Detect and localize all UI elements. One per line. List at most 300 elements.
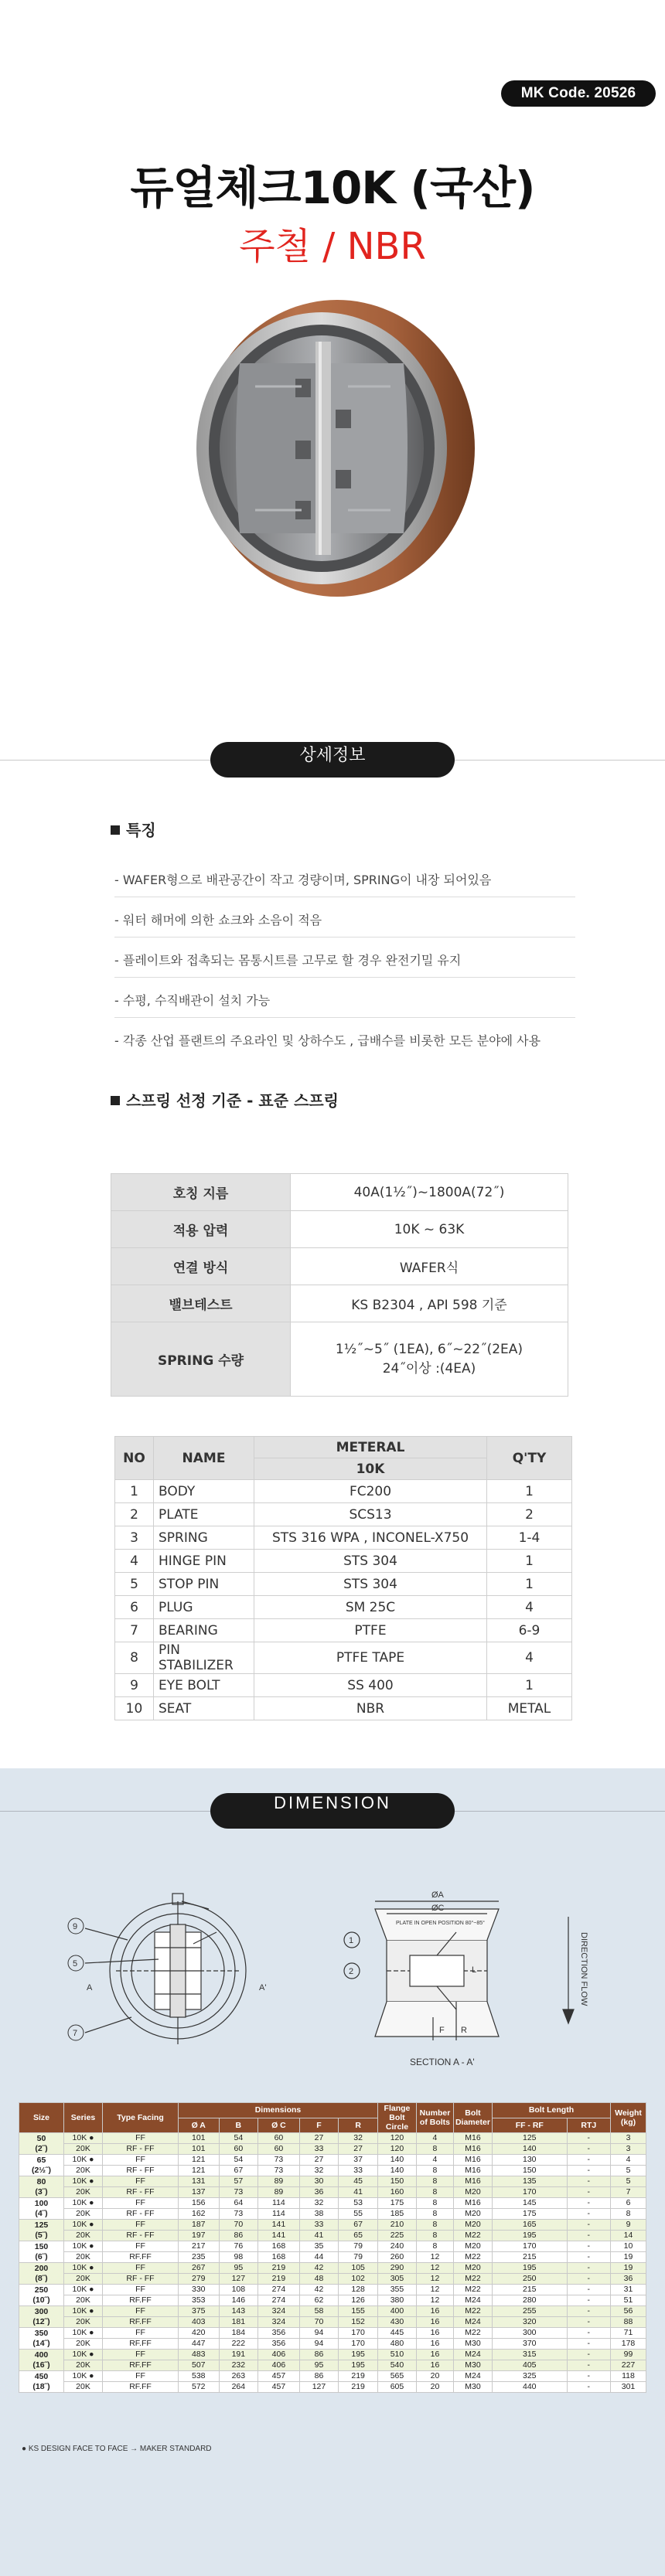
dim-l-label: L bbox=[472, 1965, 477, 1975]
bullet-square-icon bbox=[111, 825, 120, 835]
material-no: 8 bbox=[115, 1642, 154, 1674]
dims-cell-r: 170 bbox=[339, 2339, 378, 2350]
dims-cell-facing: RF.FF bbox=[103, 2382, 179, 2393]
dims-cell-f: 32 bbox=[299, 2198, 339, 2209]
material-qty: 1-4 bbox=[487, 1526, 572, 1550]
dims-cell-bc: 140 bbox=[377, 2155, 416, 2166]
dims-size-inch: (16˝) bbox=[32, 2360, 50, 2370]
dims-cell-bc: 225 bbox=[377, 2231, 416, 2241]
dims-cell-nb: 8 bbox=[416, 2198, 453, 2209]
dims-cell-b: 184 bbox=[219, 2328, 258, 2339]
col-size: Size bbox=[19, 2103, 64, 2133]
dims-cell-c: 114 bbox=[258, 2198, 299, 2209]
dims-cell-facing: RF - FF bbox=[103, 2187, 179, 2198]
dims-size-inch: (10˝) bbox=[32, 2295, 50, 2305]
material-row bbox=[115, 1503, 572, 1526]
dims-size-mm: 65 bbox=[36, 2155, 46, 2165]
dims-cell-r: 170 bbox=[339, 2328, 378, 2339]
material-row bbox=[115, 1526, 572, 1550]
dims-cell-b: 73 bbox=[219, 2187, 258, 2198]
dims-cell-ff: 250 bbox=[492, 2274, 567, 2285]
dims-cell-facing: FF bbox=[103, 2198, 179, 2209]
spec-value bbox=[291, 1322, 568, 1397]
dims-row bbox=[19, 2263, 646, 2274]
dims-cell-b: 108 bbox=[219, 2285, 258, 2295]
dims-cell-facing: FF bbox=[103, 2176, 179, 2187]
dims-cell-r: 55 bbox=[339, 2209, 378, 2220]
dims-cell-a: 572 bbox=[179, 2382, 220, 2393]
dims-cell-series: 10K ● bbox=[64, 2285, 103, 2295]
dims-cell-c: 141 bbox=[258, 2231, 299, 2241]
dims-row bbox=[19, 2350, 646, 2360]
col-weight: Weight (kg) bbox=[611, 2103, 646, 2133]
material-row bbox=[115, 1619, 572, 1642]
dims-size-inch: (14˝) bbox=[32, 2338, 50, 2348]
dims-cell-b: 264 bbox=[219, 2382, 258, 2393]
dims-cell-wt: 31 bbox=[611, 2285, 646, 2295]
dims-size-inch: (5˝) bbox=[35, 2230, 48, 2240]
dims-cell-bd: M20 bbox=[453, 2209, 492, 2220]
dims-cell-bc: 140 bbox=[377, 2166, 416, 2176]
dims-cell-a: 121 bbox=[179, 2155, 220, 2166]
dims-cell-a: 235 bbox=[179, 2252, 220, 2263]
dims-cell-bd: M22 bbox=[453, 2306, 492, 2317]
dims-cell-a: 353 bbox=[179, 2295, 220, 2306]
dims-cell-r: 195 bbox=[339, 2350, 378, 2360]
dims-row bbox=[19, 2339, 646, 2350]
valve-technical-drawing bbox=[23, 1886, 642, 2079]
dims-cell-nb: 12 bbox=[416, 2295, 453, 2306]
material-spec: STS 316 WPA , INCONEL-X750 bbox=[254, 1526, 487, 1550]
dims-cell-series: 20K bbox=[64, 2274, 103, 2285]
col-bolt-diameter: Bolt Diameter bbox=[453, 2103, 492, 2133]
dims-size-mm: 350 bbox=[34, 2328, 49, 2338]
dims-cell-f: 127 bbox=[299, 2382, 339, 2393]
dims-cell-f: 86 bbox=[299, 2350, 339, 2360]
material-row bbox=[115, 1642, 572, 1674]
dims-row bbox=[19, 2133, 646, 2144]
dims-cell-ff: 135 bbox=[492, 2176, 567, 2187]
dims-cell-f: 32 bbox=[299, 2166, 339, 2176]
dims-cell-bd: M16 bbox=[453, 2198, 492, 2209]
dims-cell-b: 57 bbox=[219, 2176, 258, 2187]
col-bolt-circle: Flange Bolt Circle bbox=[377, 2103, 416, 2133]
dims-cell-bd: M22 bbox=[453, 2231, 492, 2241]
dims-cell-nb: 4 bbox=[416, 2133, 453, 2144]
direction-flow-label: DIRECTION FLOW bbox=[579, 1932, 588, 2006]
dims-cell-series: 20K bbox=[64, 2209, 103, 2220]
dims-cell-b: 64 bbox=[219, 2198, 258, 2209]
dims-cell-rtj: - bbox=[567, 2350, 610, 2360]
dims-cell-wt: 4 bbox=[611, 2155, 646, 2166]
material-row bbox=[115, 1697, 572, 1720]
dims-cell-a: 267 bbox=[179, 2263, 220, 2274]
dims-cell-r: 67 bbox=[339, 2220, 378, 2231]
material-qty: 4 bbox=[487, 1642, 572, 1674]
dims-cell-a: 483 bbox=[179, 2350, 220, 2360]
dims-cell-series: 20K bbox=[64, 2144, 103, 2155]
material-row bbox=[115, 1550, 572, 1573]
dims-cell-b: 95 bbox=[219, 2263, 258, 2274]
dims-cell-c: 168 bbox=[258, 2241, 299, 2252]
dims-cell-r: 219 bbox=[339, 2382, 378, 2393]
feature-item: - 플레이트와 접촉되는 몸통시트를 고무로 할 경우 완전기밀 유지 bbox=[114, 953, 462, 968]
dims-cell-wt: 10 bbox=[611, 2241, 646, 2252]
col-meteral: METERAL bbox=[254, 1437, 487, 1458]
material-name: PLUG bbox=[154, 1596, 254, 1619]
feature-item: - 각종 산업 플랜트의 주요라인 및 상하수도 , 급배수를 비롯한 모든 분야에 사용 bbox=[114, 1033, 541, 1048]
dims-cell-ff: 215 bbox=[492, 2285, 567, 2295]
dims-size-cell bbox=[19, 2220, 64, 2241]
dims-row bbox=[19, 2285, 646, 2295]
material-row bbox=[115, 1674, 572, 1697]
dims-cell-c: 457 bbox=[258, 2371, 299, 2382]
dims-cell-r: 45 bbox=[339, 2176, 378, 2187]
dims-cell-c: 274 bbox=[258, 2295, 299, 2306]
dims-cell-nb: 8 bbox=[416, 2187, 453, 2198]
dims-cell-ff: 170 bbox=[492, 2187, 567, 2198]
dims-cell-bc: 605 bbox=[377, 2382, 416, 2393]
dims-cell-nb: 12 bbox=[416, 2274, 453, 2285]
features-heading-text: 특징 bbox=[126, 821, 156, 839]
material-no: 9 bbox=[115, 1674, 154, 1697]
dims-cell-r: 195 bbox=[339, 2360, 378, 2371]
dims-cell-b: 232 bbox=[219, 2360, 258, 2371]
dims-cell-f: 94 bbox=[299, 2339, 339, 2350]
dims-cell-rtj: - bbox=[567, 2371, 610, 2382]
dims-row bbox=[19, 2306, 646, 2317]
dims-cell-wt: 88 bbox=[611, 2317, 646, 2328]
dims-cell-b: 54 bbox=[219, 2133, 258, 2144]
col-series: Series bbox=[64, 2103, 103, 2133]
dims-cell-c: 89 bbox=[258, 2176, 299, 2187]
dims-cell-c: 141 bbox=[258, 2220, 299, 2231]
material-spec: STS 304 bbox=[254, 1550, 487, 1573]
dims-cell-wt: 301 bbox=[611, 2382, 646, 2393]
dims-cell-b: 54 bbox=[219, 2155, 258, 2166]
dims-cell-c: 168 bbox=[258, 2252, 299, 2263]
material-name: BODY bbox=[154, 1480, 254, 1503]
spec-row bbox=[111, 1211, 568, 1248]
dims-size-inch: (12˝) bbox=[32, 2316, 50, 2326]
dims-size-mm: 50 bbox=[36, 2133, 46, 2143]
dims-size-cell bbox=[19, 2155, 64, 2176]
dims-cell-ff: 130 bbox=[492, 2155, 567, 2166]
dims-cell-ff: 145 bbox=[492, 2198, 567, 2209]
dims-cell-f: 70 bbox=[299, 2317, 339, 2328]
dims-cell-bc: 400 bbox=[377, 2306, 416, 2317]
dims-cell-c: 406 bbox=[258, 2360, 299, 2371]
dims-cell-bd: M30 bbox=[453, 2339, 492, 2350]
col-no: NO bbox=[115, 1437, 154, 1480]
dims-cell-facing: RF.FF bbox=[103, 2360, 179, 2371]
spec-value-line: 24˝이상 :(4EA) bbox=[382, 1361, 476, 1376]
dims-cell-b: 181 bbox=[219, 2317, 258, 2328]
dims-row bbox=[19, 2252, 646, 2263]
dims-cell-a: 101 bbox=[179, 2144, 220, 2155]
dims-cell-nb: 12 bbox=[416, 2263, 453, 2274]
section-caption: SECTION A - A' bbox=[410, 2057, 475, 2067]
dims-cell-facing: FF bbox=[103, 2220, 179, 2231]
dims-cell-b: 73 bbox=[219, 2209, 258, 2220]
dims-size-cell bbox=[19, 2306, 64, 2328]
material-no: 2 bbox=[115, 1503, 154, 1526]
dims-cell-a: 507 bbox=[179, 2360, 220, 2371]
dims-cell-r: 219 bbox=[339, 2371, 378, 2382]
material-name: PIN STABILIZER bbox=[154, 1642, 254, 1674]
dims-cell-series: 10K ● bbox=[64, 2133, 103, 2144]
dims-cell-ff: 195 bbox=[492, 2263, 567, 2274]
dims-cell-bc: 185 bbox=[377, 2209, 416, 2220]
dims-cell-bc: 480 bbox=[377, 2339, 416, 2350]
dims-cell-bc: 210 bbox=[377, 2220, 416, 2231]
spec-key: 적용 압력 bbox=[111, 1211, 291, 1248]
dims-row bbox=[19, 2209, 646, 2220]
dims-cell-wt: 51 bbox=[611, 2295, 646, 2306]
dims-cell-nb: 20 bbox=[416, 2371, 453, 2382]
callout-label: 5 bbox=[73, 1959, 78, 1969]
dims-header-row bbox=[19, 2103, 646, 2118]
dims-cell-a: 330 bbox=[179, 2285, 220, 2295]
dimensions-table bbox=[19, 2102, 646, 2393]
dims-row bbox=[19, 2176, 646, 2187]
material-spec: PTFE TAPE bbox=[254, 1642, 487, 1674]
dims-cell-f: 48 bbox=[299, 2274, 339, 2285]
col-phi-a: Ø A bbox=[179, 2118, 220, 2133]
dims-cell-a: 403 bbox=[179, 2317, 220, 2328]
dims-size-cell bbox=[19, 2241, 64, 2263]
dims-cell-b: 70 bbox=[219, 2220, 258, 2231]
material-spec: STS 304 bbox=[254, 1573, 487, 1596]
dims-size-inch: (8˝) bbox=[35, 2273, 48, 2283]
dims-cell-ff: 175 bbox=[492, 2209, 567, 2220]
dims-cell-series: 10K ● bbox=[64, 2306, 103, 2317]
dims-cell-nb: 16 bbox=[416, 2306, 453, 2317]
dims-cell-bd: M20 bbox=[453, 2187, 492, 2198]
spec-row bbox=[111, 1322, 568, 1397]
feature-divider bbox=[114, 1017, 575, 1018]
dims-cell-facing: FF bbox=[103, 2306, 179, 2317]
dims-cell-rtj: - bbox=[567, 2133, 610, 2144]
dims-cell-rtj: - bbox=[567, 2382, 610, 2393]
dims-cell-series: 10K ● bbox=[64, 2350, 103, 2360]
material-qty: 6-9 bbox=[487, 1619, 572, 1642]
dims-row bbox=[19, 2155, 646, 2166]
dims-size-cell bbox=[19, 2371, 64, 2393]
material-name: STOP PIN bbox=[154, 1573, 254, 1596]
dims-cell-bd: M24 bbox=[453, 2295, 492, 2306]
material-qty: 1 bbox=[487, 1674, 572, 1697]
dims-cell-a: 447 bbox=[179, 2339, 220, 2350]
dims-cell-c: 73 bbox=[258, 2166, 299, 2176]
dims-cell-nb: 8 bbox=[416, 2241, 453, 2252]
dim-r-label: R bbox=[461, 2026, 467, 2035]
dims-cell-rtj: - bbox=[567, 2231, 610, 2241]
dims-row bbox=[19, 2328, 646, 2339]
dims-cell-nb: 12 bbox=[416, 2285, 453, 2295]
dims-cell-bd: M30 bbox=[453, 2360, 492, 2371]
col-ff-rf: FF - RF bbox=[492, 2118, 567, 2133]
material-qty: METAL bbox=[487, 1697, 572, 1720]
dims-cell-wt: 227 bbox=[611, 2360, 646, 2371]
dims-cell-c: 219 bbox=[258, 2263, 299, 2274]
spec-key: 밸브테스트 bbox=[111, 1285, 291, 1322]
dims-cell-series: 20K bbox=[64, 2187, 103, 2198]
dims-cell-series: 10K ● bbox=[64, 2198, 103, 2209]
dims-cell-series: 10K ● bbox=[64, 2328, 103, 2339]
dims-cell-r: 79 bbox=[339, 2252, 378, 2263]
material-spec: PTFE bbox=[254, 1619, 487, 1642]
dims-cell-bc: 355 bbox=[377, 2285, 416, 2295]
dims-cell-a: 375 bbox=[179, 2306, 220, 2317]
dims-cell-wt: 36 bbox=[611, 2274, 646, 2285]
bullet-square-icon bbox=[111, 1096, 120, 1105]
dims-size-mm: 200 bbox=[34, 2263, 49, 2273]
dims-cell-bd: M22 bbox=[453, 2328, 492, 2339]
dims-cell-a: 538 bbox=[179, 2371, 220, 2382]
dims-row bbox=[19, 2371, 646, 2382]
dims-cell-wt: 19 bbox=[611, 2263, 646, 2274]
dims-cell-facing: FF bbox=[103, 2350, 179, 2360]
dims-cell-a: 279 bbox=[179, 2274, 220, 2285]
feature-divider bbox=[114, 937, 575, 938]
col-name: NAME bbox=[154, 1437, 254, 1480]
dims-cell-facing: FF bbox=[103, 2241, 179, 2252]
dims-cell-c: 356 bbox=[258, 2339, 299, 2350]
col-bolt-length: Bolt Length bbox=[492, 2103, 610, 2118]
dims-cell-series: 10K ● bbox=[64, 2263, 103, 2274]
material-no: 5 bbox=[115, 1573, 154, 1596]
dims-cell-series: 10K ● bbox=[64, 2220, 103, 2231]
spec-row bbox=[111, 1248, 568, 1285]
dims-size-inch: (3˝) bbox=[35, 2186, 48, 2197]
dims-cell-nb: 8 bbox=[416, 2144, 453, 2155]
dims-cell-f: 33 bbox=[299, 2220, 339, 2231]
dims-cell-wt: 19 bbox=[611, 2252, 646, 2263]
dims-cell-wt: 6 bbox=[611, 2198, 646, 2209]
dims-cell-bd: M22 bbox=[453, 2285, 492, 2295]
spring-heading bbox=[111, 1088, 339, 1111]
dims-cell-a: 131 bbox=[179, 2176, 220, 2187]
dims-cell-bd: M22 bbox=[453, 2274, 492, 2285]
dims-cell-series: 10K ● bbox=[64, 2176, 103, 2187]
dims-row bbox=[19, 2360, 646, 2371]
callout-label: 7 bbox=[73, 2029, 78, 2038]
dims-cell-wt: 5 bbox=[611, 2176, 646, 2187]
dims-cell-rtj: - bbox=[567, 2144, 610, 2155]
dims-cell-facing: FF bbox=[103, 2263, 179, 2274]
dims-cell-bd: M30 bbox=[453, 2382, 492, 2393]
material-name: SEAT bbox=[154, 1697, 254, 1720]
dims-cell-r: 37 bbox=[339, 2155, 378, 2166]
dims-cell-r: 27 bbox=[339, 2144, 378, 2155]
material-table bbox=[114, 1436, 572, 1720]
material-qty: 4 bbox=[487, 1596, 572, 1619]
dims-cell-bc: 290 bbox=[377, 2263, 416, 2274]
dims-cell-wt: 7 bbox=[611, 2187, 646, 2198]
dims-cell-b: 76 bbox=[219, 2241, 258, 2252]
dims-cell-r: 65 bbox=[339, 2231, 378, 2241]
callout-label: 1 bbox=[349, 1936, 354, 1945]
dims-cell-bd: M20 bbox=[453, 2263, 492, 2274]
dims-size-cell bbox=[19, 2198, 64, 2220]
dims-cell-wt: 56 bbox=[611, 2306, 646, 2317]
dims-cell-ff: 300 bbox=[492, 2328, 567, 2339]
dims-cell-bd: M16 bbox=[453, 2144, 492, 2155]
material-qty: 1 bbox=[487, 1480, 572, 1503]
dims-cell-nb: 8 bbox=[416, 2220, 453, 2231]
dims-cell-f: 44 bbox=[299, 2252, 339, 2263]
dims-cell-series: 20K bbox=[64, 2382, 103, 2393]
spring-heading-text: 스프링 선정 기준 - 표준 스프링 bbox=[126, 1091, 339, 1110]
material-qty: 1 bbox=[487, 1573, 572, 1596]
dims-size-cell bbox=[19, 2350, 64, 2371]
dims-size-inch: (6˝) bbox=[35, 2251, 48, 2261]
dims-cell-r: 33 bbox=[339, 2166, 378, 2176]
dims-size-mm: 250 bbox=[34, 2285, 49, 2295]
dims-row bbox=[19, 2144, 646, 2155]
dims-cell-r: 105 bbox=[339, 2263, 378, 2274]
dims-cell-bc: 260 bbox=[377, 2252, 416, 2263]
dims-cell-bd: M16 bbox=[453, 2155, 492, 2166]
dims-cell-bc: 430 bbox=[377, 2317, 416, 2328]
spec-row bbox=[111, 1174, 568, 1211]
dims-cell-r: 53 bbox=[339, 2198, 378, 2209]
dims-cell-c: 356 bbox=[258, 2328, 299, 2339]
col-b: B bbox=[219, 2118, 258, 2133]
dims-cell-f: 35 bbox=[299, 2241, 339, 2252]
material-spec: SM 25C bbox=[254, 1596, 487, 1619]
dims-cell-wt: 178 bbox=[611, 2339, 646, 2350]
dims-cell-nb: 16 bbox=[416, 2328, 453, 2339]
dims-cell-f: 38 bbox=[299, 2209, 339, 2220]
dims-cell-f: 30 bbox=[299, 2176, 339, 2187]
dims-cell-facing: FF bbox=[103, 2133, 179, 2144]
product-subtitle: 주철 / NBR bbox=[239, 225, 426, 268]
dims-cell-ff: 325 bbox=[492, 2371, 567, 2382]
dims-cell-f: 42 bbox=[299, 2263, 339, 2274]
dims-cell-nb: 12 bbox=[416, 2252, 453, 2263]
dims-cell-rtj: - bbox=[567, 2274, 610, 2285]
dims-cell-a: 187 bbox=[179, 2220, 220, 2231]
dims-cell-a: 156 bbox=[179, 2198, 220, 2209]
dims-cell-r: 126 bbox=[339, 2295, 378, 2306]
dims-cell-nb: 8 bbox=[416, 2209, 453, 2220]
dims-cell-a: 162 bbox=[179, 2209, 220, 2220]
dims-cell-r: 32 bbox=[339, 2133, 378, 2144]
dims-cell-ff: 315 bbox=[492, 2350, 567, 2360]
feature-item: - 수평, 수직배관이 설치 가능 bbox=[114, 993, 271, 1008]
dims-cell-ff: 370 bbox=[492, 2339, 567, 2350]
material-header-row bbox=[115, 1437, 572, 1458]
dims-cell-bc: 175 bbox=[377, 2198, 416, 2209]
dim-f-label: F bbox=[439, 2026, 445, 2035]
material-name: EYE BOLT bbox=[154, 1674, 254, 1697]
dims-cell-nb: 20 bbox=[416, 2382, 453, 2393]
dims-cell-c: 324 bbox=[258, 2317, 299, 2328]
dims-cell-ff: 255 bbox=[492, 2306, 567, 2317]
material-spec: SS 400 bbox=[254, 1674, 487, 1697]
dims-cell-nb: 8 bbox=[416, 2166, 453, 2176]
material-no: 6 bbox=[115, 1596, 154, 1619]
dims-cell-c: 73 bbox=[258, 2155, 299, 2166]
dims-cell-r: 102 bbox=[339, 2274, 378, 2285]
section-marker-a2: A' bbox=[259, 1983, 267, 1992]
dims-cell-c: 406 bbox=[258, 2350, 299, 2360]
dims-cell-f: 95 bbox=[299, 2360, 339, 2371]
material-name: PLATE bbox=[154, 1503, 254, 1526]
dims-size-mm: 80 bbox=[36, 2176, 46, 2186]
